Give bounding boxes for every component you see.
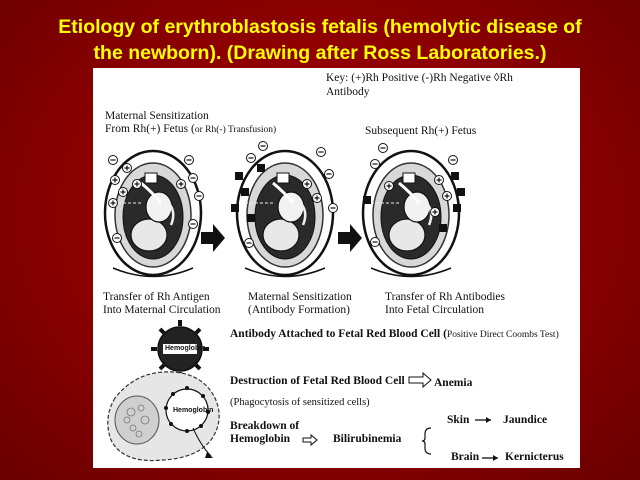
key-line1: Key: (+)Rh Positive (-)Rh Negative ◊Rh [326,72,513,84]
stage1-title-line2 [105,123,276,136]
breakdown-line1: Breakdown of [230,420,300,432]
figure-panel [93,68,580,468]
slide-title-line1: Etiology of erythroblastosis fetalis (hemolytic disease of [58,16,582,38]
anemia-text: Anemia [434,377,473,389]
antibody-attached-paren: Positive Direct Coombs Test) [446,330,559,340]
antibody-attached-text [230,328,559,341]
caption2-line1: Maternal Sensitization [248,291,352,303]
jaundice-text: Jaundice [503,414,548,426]
uterus-stage1-illustration [105,151,204,277]
skin-text: Skin [447,414,470,426]
caption2-line2: (Antibody Formation) [248,304,350,316]
arrow-stage1-to-stage2-icon [201,224,225,252]
bilirubinemia-arrow-icon [303,435,317,445]
breakdown-line2: Hemoglobin [230,433,291,445]
hemoglobin-label-cell: Hemoglobin [165,345,206,352]
caption1-line1: Transfer of Rh Antigen [103,291,210,303]
antibody-attached-main: Antibody Attached to Fetal Red Blood Cell ( [230,328,447,340]
destruction-arrow-icon [409,373,431,387]
caption3-line1: Transfer of Rh Antibodies [385,291,506,303]
slide-title [0,14,640,66]
hemoglobin-label-macrophage: Hemoglobin [173,407,214,414]
bilirubinemia-text: Bilirubinemia [333,433,402,445]
uterus-stage3-illustration [363,144,465,277]
stage1-title-line2a: From Rh(+) Fetus ( [105,123,195,135]
destruction-text: Destruction of Fetal Red Blood Cell [230,375,405,387]
key-line2: Antibody [326,86,370,98]
stage1-title-line2b: or Rh(-) Transfusion) [194,125,277,135]
caption3-line2: Into Fetal Circulation [385,304,485,316]
slide-title-line2: the newborn). (Drawing after Ross Laboratories.) [93,42,547,64]
phagocytosis-text: (Phagocytosis of sensitized cells) [230,397,370,408]
stage1-title-line1: Maternal Sensitization [105,110,209,122]
caption1-line2: Into Maternal Circulation [103,304,221,316]
uterus-stage2-illustration [231,142,338,277]
kernicterus-text: Kernicterus [505,451,564,463]
brain-text: Brain [451,451,480,463]
curly-brace-icon [422,428,431,454]
stage3-title: Subsequent Rh(+) Fetus [365,125,477,137]
macrophage-illustration [108,372,219,461]
arrow-stage2-to-stage3-icon [338,224,362,252]
